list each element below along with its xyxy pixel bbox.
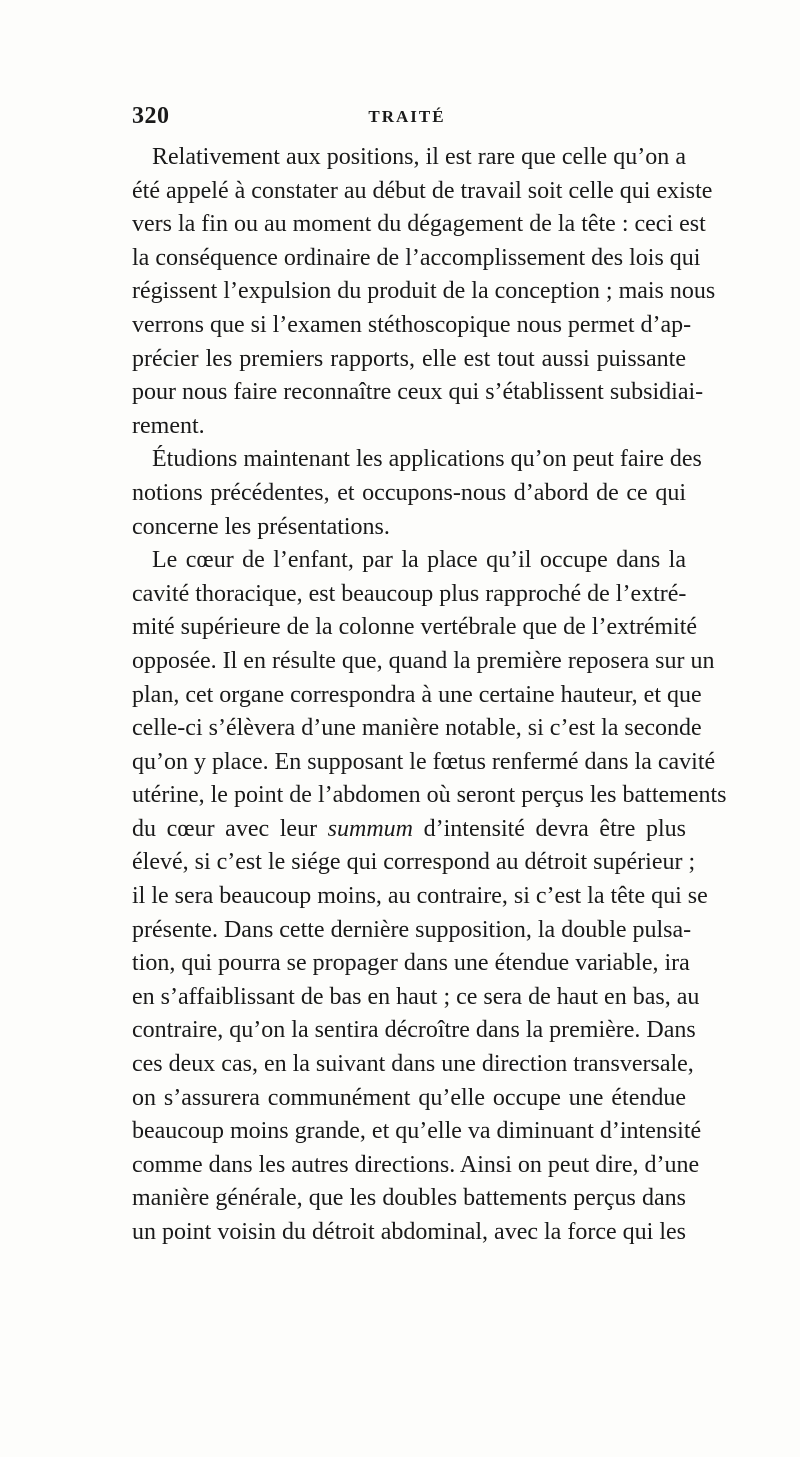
text-line: plan, cet organe correspondra à une certaine hauteur, et que [132,681,702,708]
text-line: rement. [132,412,205,439]
text-line: il le sera beaucoup moins, au contraire, si c’est la tête qui se [132,883,708,910]
text-line: présente. Dans cette dernière supposition, la double pulsa- [132,916,692,943]
text-line: manière générale, que les doubles battements perçus dans [132,1185,686,1212]
text-line: la conséquence ordinaire de l’accomplissement des lois qui [132,244,701,271]
text-line: notions précédentes, et occupons-nous d’abord de ce qui [132,479,686,506]
text-line: régissent l’expulsion du produit de la conception ; mais nous [132,278,716,305]
text-line: Le cœur de l’enfant, par la place qu’il occupe dans la [152,547,686,574]
page-number: 320 [132,103,170,129]
text-line: été appelé à constater au début de travail soit celle qui existe [132,177,713,204]
text-line: opposée. Il en résulte que, quand la première reposera sur un [132,647,715,674]
text-line: Étudions maintenant les applications qu’on peut faire des [152,446,702,473]
text-line [132,813,686,847]
text-line: pour nous faire reconnaître ceux qui s’établissent subsidiai- [132,379,704,406]
text-line: tion, qui pourra se propager dans une étendue variable, ira [132,950,690,977]
text-segment: d’intensité devra être plus [413,815,687,842]
text-segment: du cœur avec leur [132,815,328,842]
text-line: celle-ci s’élèvera d’une manière notable, si c’est la seconde [132,715,702,742]
body-text [132,141,727,1250]
text-line: en s’affaiblissant de bas en haut ; ce sera de haut en bas, au [132,983,700,1010]
text-line: comme dans les autres directions. Ainsi on peut dire, d’une [132,1151,700,1178]
text-line: vers la fin ou au moment du dégagement de la tête : ceci est [132,211,706,238]
text-line: élevé, si c’est le siége qui correspond au détroit supérieur ; [132,849,696,876]
text-line: on s’assurera communément qu’elle occupe une étendue [132,1084,686,1111]
running-head [132,103,682,133]
running-title: TRAITÉ [368,107,446,126]
text-line: un point voisin du détroit abdominal, avec la force qui les [132,1219,686,1245]
text-line: utérine, le point de l’abdomen où seront perçus les battements [132,782,727,809]
text-line: cavité thoracique, est beaucoup plus rapproché de l’extré- [132,580,687,607]
text-line: Relativement aux positions, il est rare que celle qu’on a [152,144,686,170]
text-line: ces deux cas, en la suivant dans une direction transversale, [132,1051,694,1078]
text-line: concerne les présentations. [132,513,390,540]
text-line: contraire, qu’on la sentira décroître dans la première. Dans [132,1017,696,1044]
text-line: beaucoup moins grande, et qu’elle va diminuant d’intensité [132,1118,702,1145]
text-line: verrons que si l’examen stéthoscopique nous permet d’ap- [132,311,692,338]
text-line: mité supérieure de la colonne vertébrale que de l’extrémité [132,614,698,641]
text-line: qu’on y place. En supposant le fœtus renfermé dans la cavité [132,748,716,775]
italic-term: summum [327,815,414,842]
text-line: précier les premiers rapports, elle est tout aussi puissante [132,345,686,372]
